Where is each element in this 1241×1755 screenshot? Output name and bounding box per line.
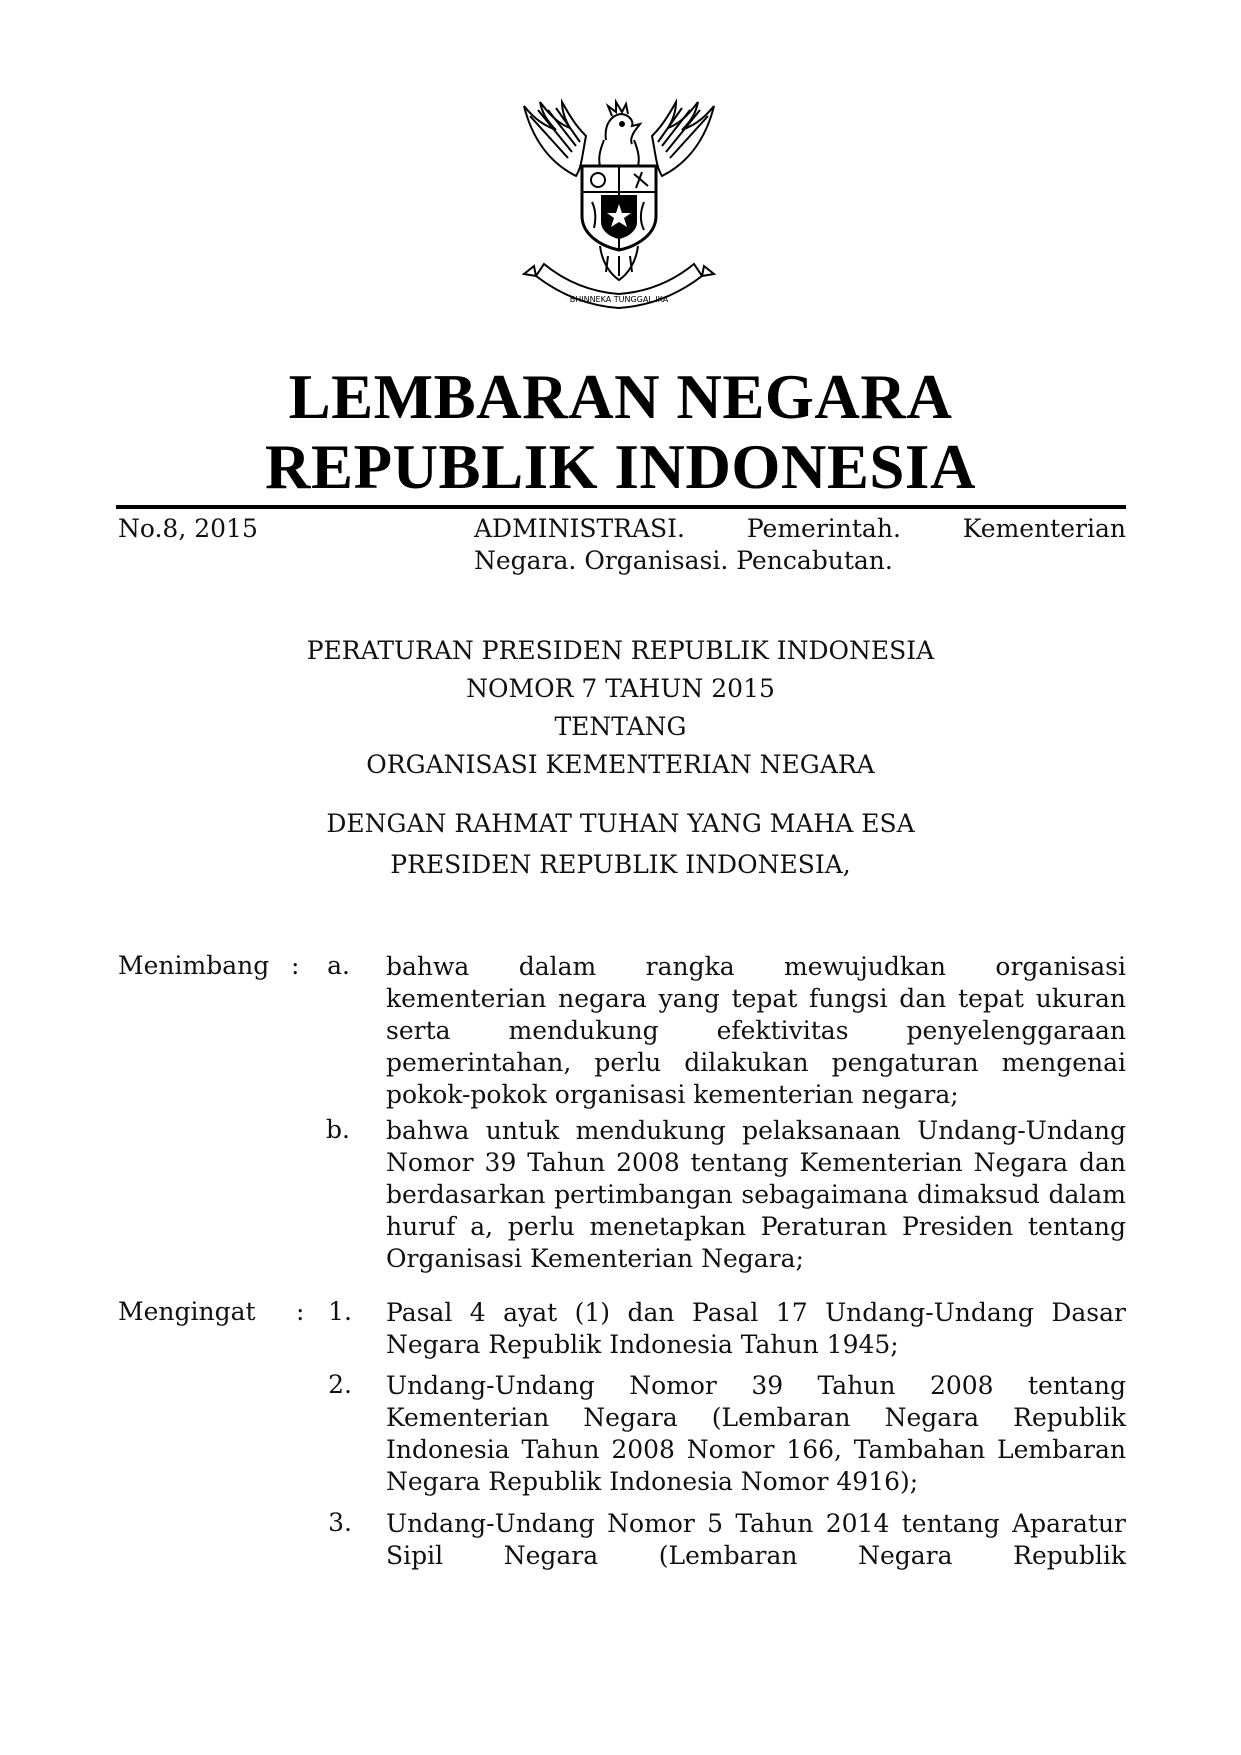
issue-number: No.8, 2015 xyxy=(118,514,258,543)
item-marker: 3. xyxy=(328,1508,352,1537)
regulation-title-line: ORGANISASI KEMENTERIAN NEGARA xyxy=(366,750,875,779)
subject-keywords xyxy=(474,513,1126,577)
masthead-line-1: LEMBARAN NEGARA xyxy=(288,362,953,432)
item-text: Undang-Undang Nomor 5 Tahun 2014 tentang Aparatur Sipil Negara (Lembaran Negara Republik xyxy=(386,1509,1126,1570)
preamble-line: DENGAN RAHMAT TUHAN YANG MAHA ESA xyxy=(326,809,915,838)
regulation-title xyxy=(0,632,1241,784)
subject-keyword: Kementerian xyxy=(962,514,1126,543)
garuda-emblem-icon xyxy=(516,96,722,312)
subject-line-1 xyxy=(474,513,1126,545)
item-text: bahwa dalam rangka mewujudkan organisasi kementerian negara yang tepat fungsi dan tepat ukuran serta mendukung efektivitas penyelenggaraan pemerintahan, perlu dilakukan pengaturan mengenai pokok-pokok organisasi kementerian negara; xyxy=(386,952,1126,1109)
regulation-title-line: TENTANG xyxy=(554,712,687,741)
masthead-line-2: REPUBLIK INDONESIA xyxy=(265,432,976,502)
clause-label: Menimbang xyxy=(118,951,270,980)
subject-keyword: Pemerintah. xyxy=(746,514,901,543)
masthead xyxy=(0,362,1241,502)
clause-colon: : xyxy=(296,1297,305,1326)
regulation-title-line: PERATURAN PRESIDEN REPUBLIK INDONESIA xyxy=(306,636,935,665)
regulation-title-line: NOMOR 7 TAHUN 2015 xyxy=(466,674,775,703)
garuda-pancasila-emblem xyxy=(516,96,722,312)
item-marker: 1. xyxy=(328,1297,352,1326)
preamble-line: PRESIDEN REPUBLIK INDONESIA, xyxy=(390,850,851,879)
item-text: Pasal 4 ayat (1) dan Pasal 17 Undang-Undang Dasar Negara Republik Indonesia Tahun 1945; xyxy=(386,1298,1126,1359)
item-text: Undang-Undang Nomor 39 Tahun 2008 tentang Kementerian Negara (Lembaran Negara Republik Indonesia Tahun 2008 Nomor 166, Tambahan Lembaran Negara Republik Indonesia Nomor 4916); xyxy=(386,1371,1126,1496)
subject-keyword: ADMINISTRASI. xyxy=(474,514,685,543)
item-marker: b. xyxy=(326,1115,350,1144)
item-marker: 2. xyxy=(328,1370,352,1399)
preamble xyxy=(0,803,1241,885)
item-text: bahwa untuk mendukung pelaksanaan Undang-Undang Nomor 39 Tahun 2008 tentang Kementerian Negara dan berdasarkan pertimbangan sebagaimana dimaksud dalam huruf a, perlu menetapkan Peraturan Presiden tentang Organisasi Kementerian Negara; xyxy=(386,1116,1126,1273)
subject-line-2: Negara. Organisasi. Pencabutan. xyxy=(474,546,893,575)
clause-label: Mengingat xyxy=(118,1297,256,1326)
clause-colon: : xyxy=(291,951,300,980)
emblem-motto: BHINNEKA TUNGGAL IKA xyxy=(569,295,669,304)
masthead-divider xyxy=(116,505,1126,509)
item-marker: a. xyxy=(327,951,350,980)
